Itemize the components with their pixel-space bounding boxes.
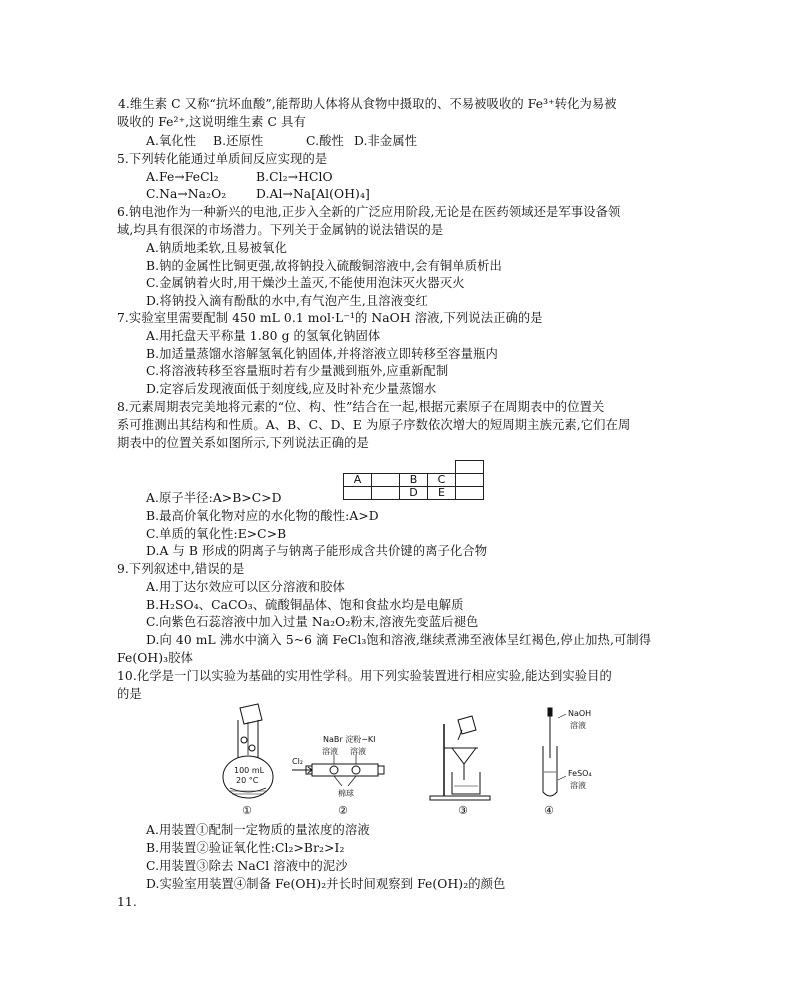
volumetric-flask-apparatus bbox=[223, 704, 273, 817]
q10-option-c: C.用装置③除去 NaCl 溶液中的泥沙 bbox=[146, 859, 348, 873]
table-row bbox=[344, 461, 484, 474]
figure-tube-solution1-label: 溶液 bbox=[322, 747, 338, 756]
q8-option-c: C.单质的氧化性:E>C>B bbox=[146, 527, 287, 541]
table-cell: D bbox=[400, 487, 428, 500]
q5-option-a: A.Fe→FeCl₂ bbox=[146, 170, 219, 184]
q9-option-d-line2: Fe(OH)₃胶体 bbox=[117, 651, 193, 665]
periodic-table-fragment bbox=[343, 460, 484, 500]
table-cell: C bbox=[428, 474, 456, 487]
q6-option-c: C.金属钠着火时,用干燥沙土盖灭,不能使用泡沫灭火器灭火 bbox=[146, 276, 465, 290]
figure-number-3: ③ bbox=[458, 804, 468, 817]
q7-stem: 7.实验室里需要配制 450 mL 0.1 mol·L⁻¹的 NaOH 溶液,下列说法正确的是 bbox=[117, 311, 543, 325]
q5-option-c: C.Na→Na₂O₂ bbox=[146, 187, 227, 201]
figure-number-4: ④ bbox=[544, 804, 554, 817]
figure-tube-solution2-label: 溶液 bbox=[350, 747, 366, 756]
q6-option-a: A.钠质地柔软,且易被氧化 bbox=[146, 241, 287, 255]
q6-stem-line2: 域,均具有很深的市场潜力。下列关于金属钠的说法错误的是 bbox=[117, 223, 444, 237]
q6-option-d: D.将钠投入滴有酚酞的水中,有气泡产生,且溶液变红 bbox=[146, 294, 428, 308]
table-cell bbox=[456, 474, 484, 487]
q4-option-c: C.酸性 bbox=[306, 134, 344, 148]
q10-option-b: B.用装置②验证氧化性:Cl₂>Br₂>I₂ bbox=[146, 841, 345, 855]
q5-option-d: D.Al→Na[Al(OH)₄] bbox=[256, 187, 370, 201]
q6-option-b: B.钠的金属性比铜更强,故将钠投入硫酸铜溶液中,会有铜单质析出 bbox=[146, 259, 502, 273]
table-cell bbox=[456, 461, 484, 474]
q8-option-b: B.最高价氧化物对应的水化物的酸性:A>D bbox=[146, 509, 379, 523]
q6-stem-line1: 6.钠电池作为一种新兴的电池,正步入全新的广泛应用阶段,无论是在医药领域还是军事设备领 bbox=[117, 205, 621, 219]
figure-feso4-solution-label: 溶液 bbox=[570, 781, 586, 790]
q9-option-c: C.向紫色石蕊溶液中加入过量 Na₂O₂粉末,溶液先变蓝后褪色 bbox=[146, 615, 479, 629]
table-cell bbox=[372, 474, 400, 487]
figure-tube-top-label: NaBr 淀粉−KI bbox=[323, 735, 376, 744]
q8-stem-line1: 8.元素周期表完美地将元素的“位、构、性”结合在一起,根据元素原子在周期表中的位置关 bbox=[117, 400, 605, 414]
q4-stem-line2: 吸收的 Fe²⁺,这说明维生素 C 具有 bbox=[117, 115, 306, 129]
figure-number-2: ② bbox=[338, 804, 348, 817]
q9-stem: 9.下列叙述中,错误的是 bbox=[117, 562, 245, 576]
figure-naoh-solution-label: 溶液 bbox=[570, 721, 586, 730]
q10-stem-line2: 的是 bbox=[117, 687, 142, 701]
apparatus-figure bbox=[200, 700, 620, 820]
table-cell: B bbox=[400, 474, 428, 487]
q8-option-a: A.原子半径:A>B>C>D bbox=[146, 491, 282, 505]
q5-stem: 5.下列转化能通过单质间反应实现的是 bbox=[117, 152, 328, 166]
table-row bbox=[344, 487, 484, 500]
q4-option-d: D.非金属性 bbox=[354, 134, 418, 148]
flask-temp-label: 20 °C bbox=[236, 776, 259, 785]
figure-naoh-label: NaOH bbox=[568, 709, 592, 718]
q7-option-a: A.用托盘天平称量 1.80 g 的氢氧化钠固体 bbox=[146, 329, 381, 343]
q9-option-a: A.用丁达尔效应可以区分溶液和胶体 bbox=[146, 580, 345, 594]
q9-option-d-line1: D.向 40 mL 沸水中滴入 5~6 滴 FeCl₃饱和溶液,继续煮沸至液体呈红褐色,停止加热,可制得 bbox=[146, 633, 652, 647]
q7-option-b: B.加适量蒸馏水溶解氢氧化钠固体,并将溶液立即转移至容量瓶内 bbox=[146, 347, 498, 361]
q10-option-d: D.实验室用装置④制备 Fe(OH)₂并长时间观察到 Fe(OH)₂的颜色 bbox=[146, 877, 506, 891]
q8-stem-line2: 系可推测出其结构和性质。A、B、C、D、E 为原子序数依次增大的短周期主族元素,它们在周 bbox=[117, 418, 631, 432]
table-cell: E bbox=[428, 487, 456, 500]
q9-option-b: B.H₂SO₄、CaCO₃、硫酸铜晶体、饱和食盐水均是电解质 bbox=[146, 598, 464, 612]
q8-stem-line3: 期表中的位置关系如图所示,下列说法正确的是 bbox=[117, 436, 369, 450]
q5-option-b: B.Cl₂→HClO bbox=[256, 170, 333, 184]
q4-option-b: B.还原性 bbox=[213, 134, 264, 148]
figure-cl2-label: Cl₂ bbox=[292, 757, 304, 766]
table-row bbox=[344, 474, 484, 487]
q4-option-a: A.氧化性 bbox=[146, 134, 197, 148]
q8-option-d: D.A 与 B 形成的阴离子与钠离子能形成含共价键的离子化合物 bbox=[146, 544, 488, 558]
figure-feso4-label: FeSO₄ bbox=[568, 769, 592, 778]
q4-stem-line1: 4.维生素 C 又称“抗坏血酸”,能帮助人体将从食物中摄取的、不易被吸收的 Fe³⁺转化为易被 bbox=[118, 97, 617, 111]
q7-option-d: D.定容后发现液面低于刻度线,应及时补充少量蒸馏水 bbox=[146, 382, 437, 396]
test-tube-dropper-apparatus bbox=[543, 708, 592, 817]
table-cell bbox=[456, 487, 484, 500]
q10-stem-line1: 10.化学是一门以实验为基础的实用性学科。用下列实验装置进行相应实验,能达到实验目的 bbox=[117, 669, 612, 683]
halogen-tube-apparatus bbox=[292, 734, 384, 817]
filtration-apparatus bbox=[430, 716, 490, 817]
flask-volume-label: 100 mL bbox=[234, 766, 265, 775]
table-cell bbox=[372, 487, 400, 500]
table-cell: A bbox=[344, 474, 372, 487]
q11-stem: 11. bbox=[117, 895, 137, 909]
figure-cotton-label: 棉球 bbox=[338, 789, 354, 798]
q10-option-a: A.用装置①配制一定物质的量浓度的溶液 bbox=[146, 823, 370, 837]
table-cell bbox=[344, 487, 372, 500]
q7-option-c: C.将溶液转移至容量瓶时若有少量溅到瓶外,应重新配制 bbox=[146, 364, 449, 378]
figure-number-1: ① bbox=[242, 804, 252, 817]
